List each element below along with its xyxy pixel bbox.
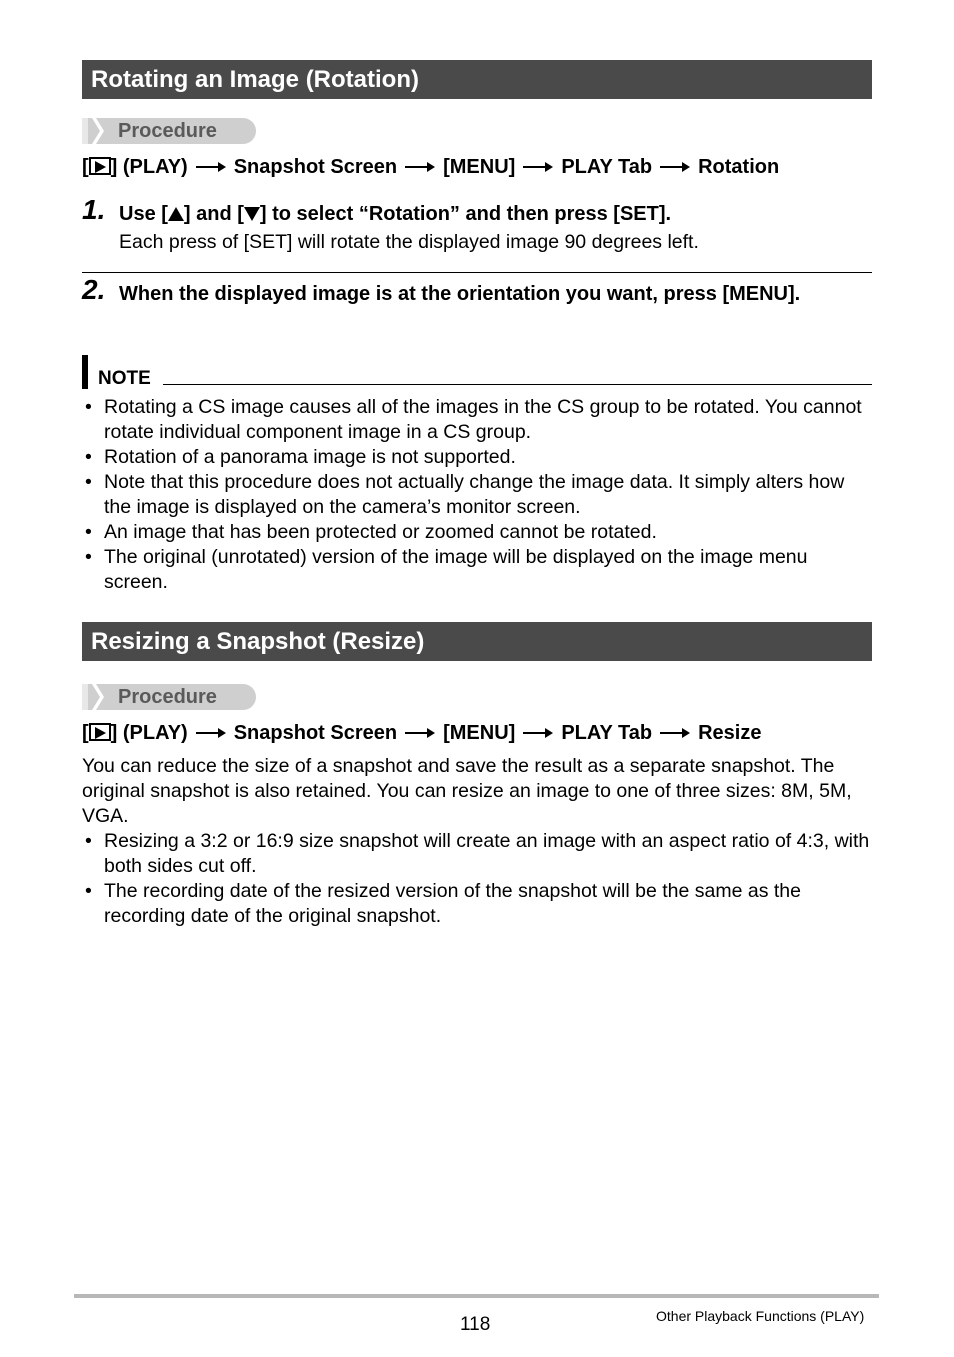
right-arrow-icon xyxy=(405,721,435,745)
step-number: 2. xyxy=(82,274,106,305)
path-step: Rotation xyxy=(698,156,780,178)
step-1-title: Use [ ] and [ ] to select “Rotation” and then press [SET]. xyxy=(119,203,672,225)
procedure-marker-icon xyxy=(82,684,104,710)
step-2-title: When the displayed image is at the orientation you want, press [MENU]. xyxy=(119,283,801,305)
chapter-title: Other Playback Functions (PLAY) xyxy=(656,1308,865,1324)
right-arrow-icon xyxy=(523,155,553,179)
path-step: [MENU] xyxy=(443,156,516,178)
play-button-icon xyxy=(89,723,111,741)
procedure-tab xyxy=(82,118,256,144)
footer-rule xyxy=(74,1294,879,1298)
play-button-icon xyxy=(89,157,111,175)
path-step: PLAY Tab xyxy=(561,722,653,744)
resize-list xyxy=(82,829,872,929)
list-item: • Rotation of a panorama image is not supported. xyxy=(85,446,516,468)
note-label: NOTE xyxy=(98,368,151,389)
down-triangle-icon xyxy=(244,207,260,221)
procedure-tab xyxy=(82,684,256,710)
path-step: [MENU] xyxy=(443,722,516,744)
step-number: 1. xyxy=(82,194,106,225)
list-item: • The original (unrotated) version of the image will be displayed on the image menu screen. xyxy=(85,546,808,593)
menu-path: [ ] (PLAY) Snapshot Screen [MENU] PLAY Tab Resize xyxy=(82,722,762,744)
divider xyxy=(82,272,872,273)
right-arrow-icon xyxy=(196,721,226,745)
right-arrow-icon xyxy=(660,155,690,179)
right-arrow-icon xyxy=(196,155,226,179)
resize-intro: You can reduce the size of a snapshot and save the result as a separate snapshot. The original snapshot is also retained. You can resize an image to one of three sizes: 8M, 5M, VGA. xyxy=(82,755,852,827)
list-item: • The recording date of the resized version of the snapshot will be the same as the recording date of the original snapshot. xyxy=(85,880,801,927)
right-arrow-icon xyxy=(523,721,553,745)
note-rule xyxy=(163,384,872,385)
path-step: PLAY Tab xyxy=(561,156,653,178)
path-step: Snapshot Screen xyxy=(233,156,398,178)
step-1-detail: Each press of [SET] will rotate the displayed image 90 degrees left. xyxy=(119,231,699,253)
page-number: 118 xyxy=(460,1314,491,1335)
right-arrow-icon xyxy=(660,721,690,745)
list-item: • Resizing a 3:2 or 16:9 size snapshot will create an image with an aspect ratio of 4:3, with both sides cut off. xyxy=(85,830,870,877)
note-marker xyxy=(82,355,88,389)
list-item: • Note that this procedure does not actually change the image data. It simply alters how the image is displayed on the camera’s monitor screen. xyxy=(85,471,845,518)
note-list xyxy=(82,395,872,595)
path-step: (PLAY) xyxy=(122,156,188,178)
path-step: (PLAY) xyxy=(122,722,188,744)
section-title-resize: Resizing a Snapshot (Resize) xyxy=(82,622,872,661)
menu-path: [ ] (PLAY) Snapshot Screen [MENU] PLAY Tab Rotation xyxy=(82,156,780,178)
list-item: • Rotating a CS image causes all of the images in the CS group to be rotated. You cannot rotate individual component image in a CS group. xyxy=(85,396,862,443)
up-triangle-icon xyxy=(168,207,184,221)
path-step: Resize xyxy=(698,722,762,744)
section-title-rotation: Rotating an Image (Rotation) xyxy=(82,60,872,99)
procedure-marker-icon xyxy=(82,118,104,144)
procedure-label: Procedure xyxy=(118,686,217,708)
path-step: Snapshot Screen xyxy=(233,722,398,744)
procedure-label: Procedure xyxy=(118,120,217,142)
right-arrow-icon xyxy=(405,155,435,179)
list-item: • An image that has been protected or zoomed cannot be rotated. xyxy=(85,521,657,543)
